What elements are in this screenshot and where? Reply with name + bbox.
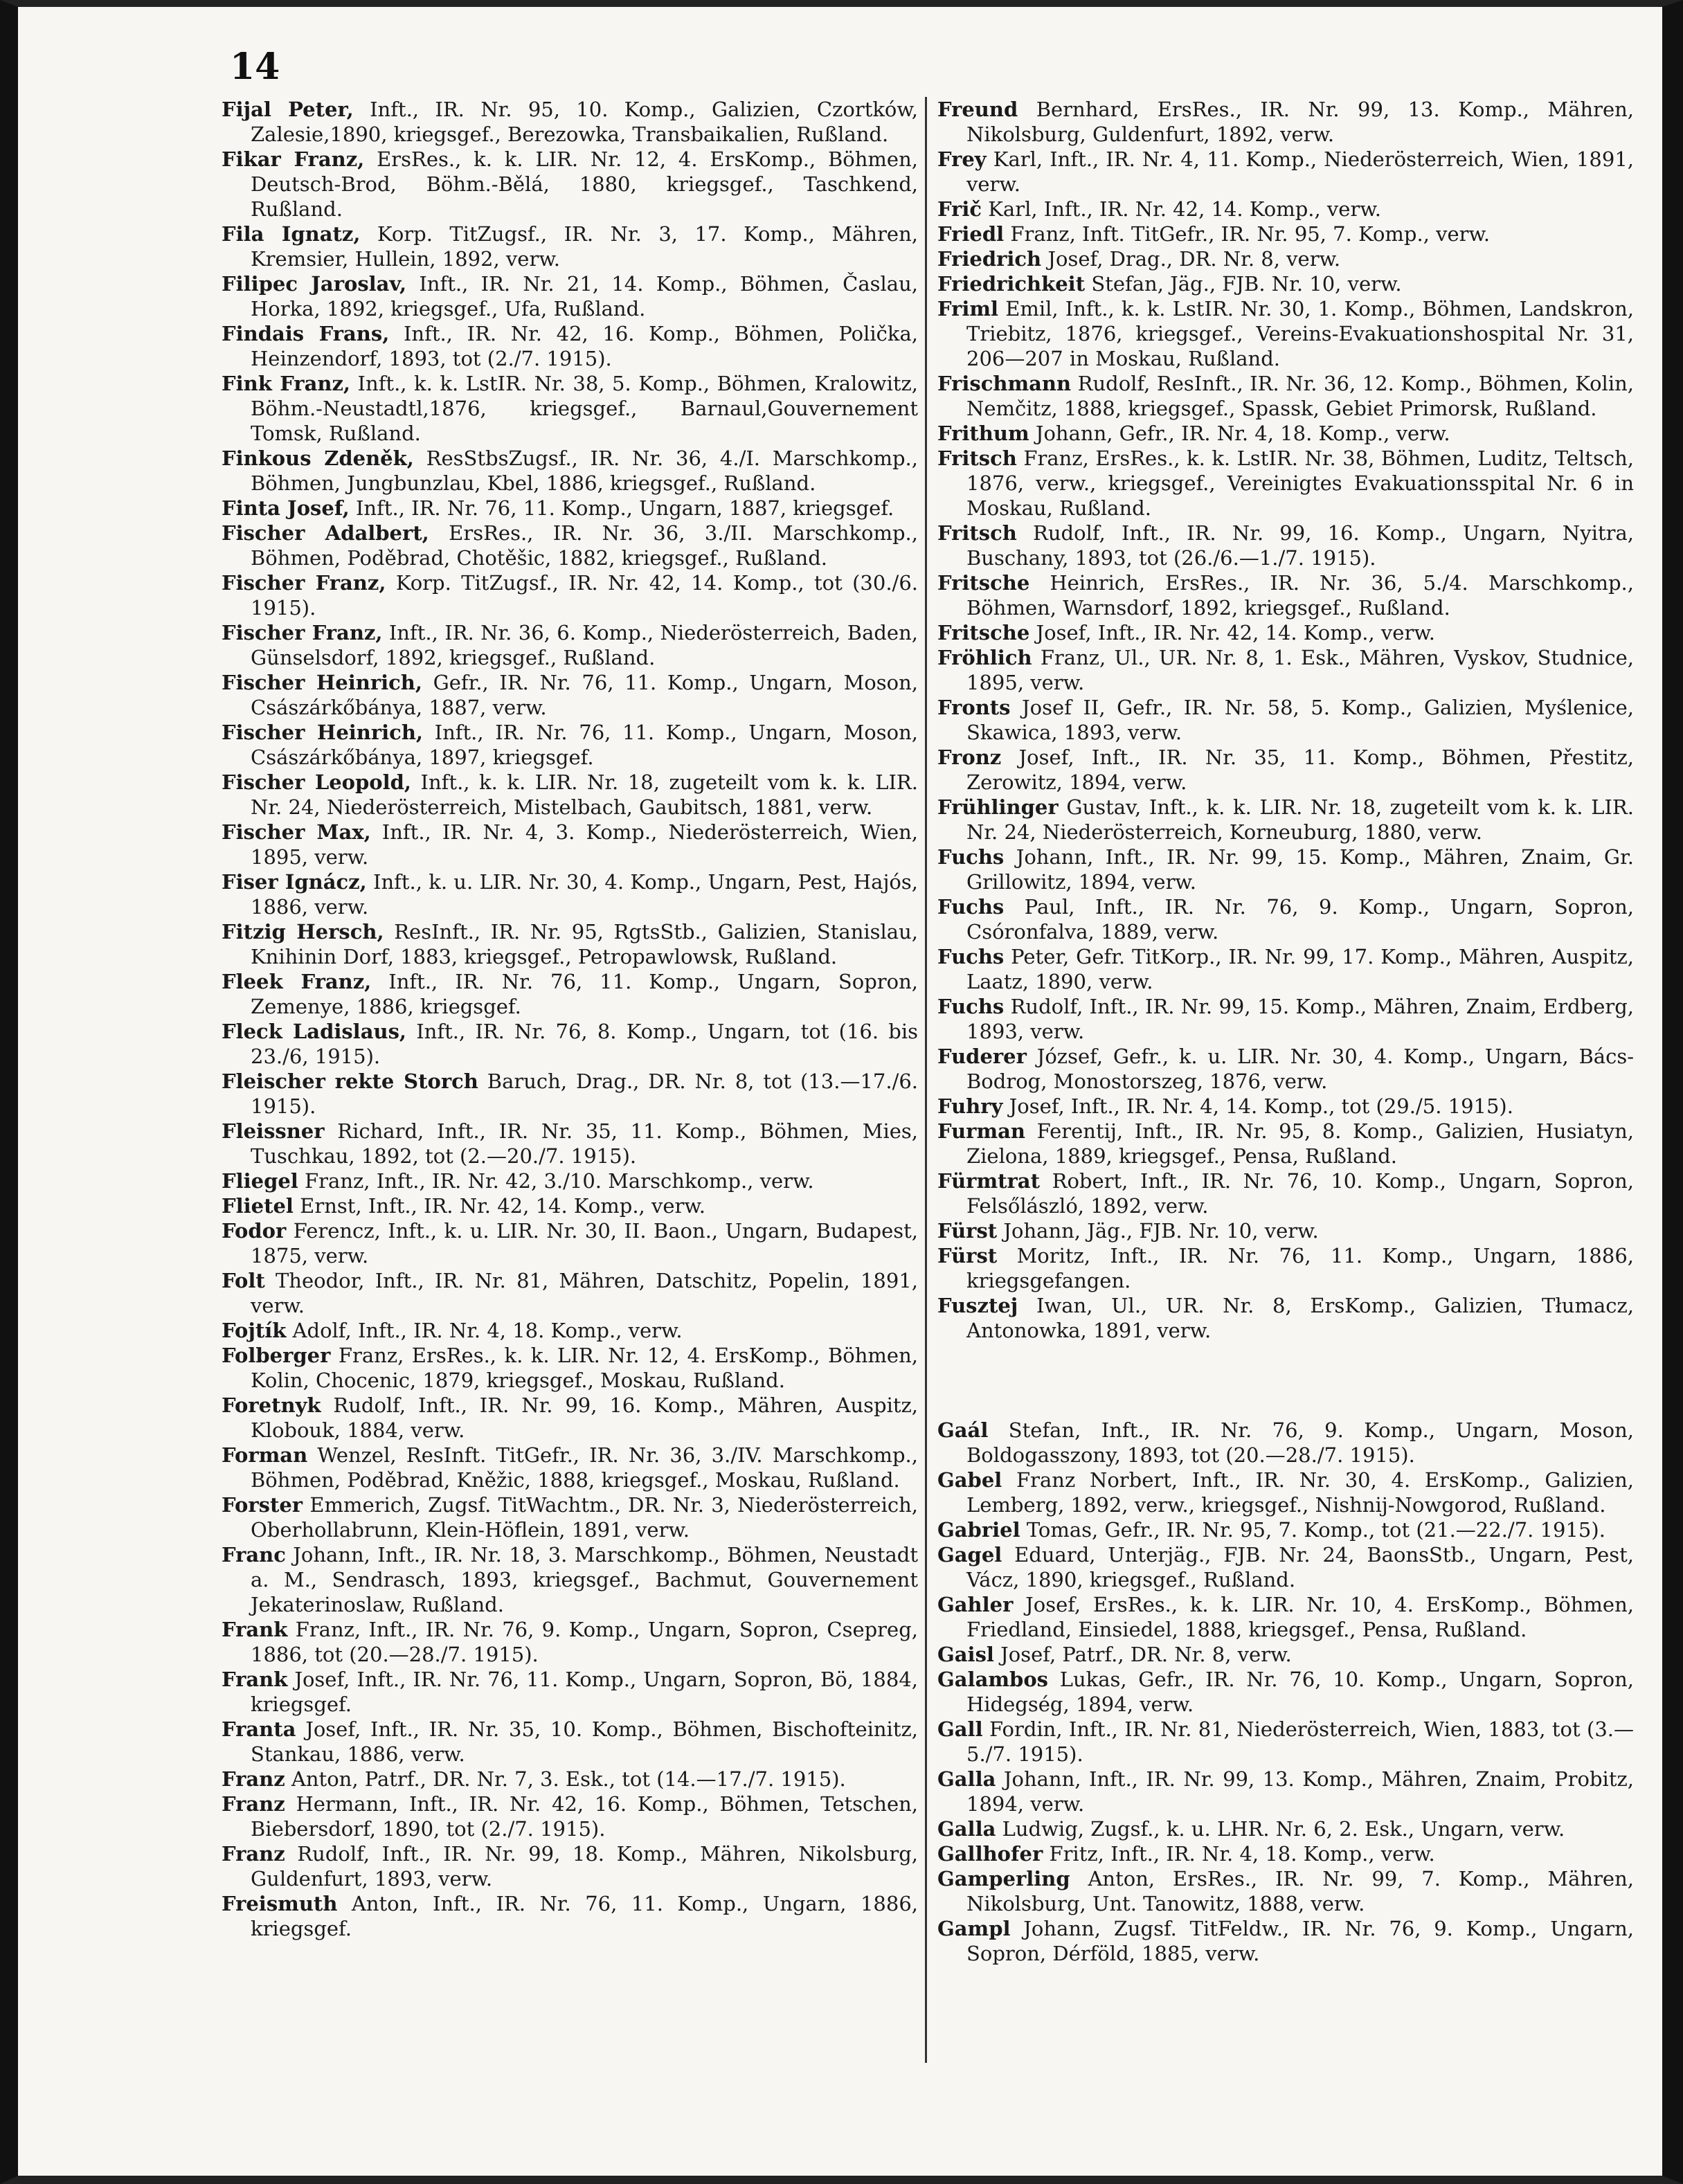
entry-name: Frank bbox=[222, 1618, 288, 1641]
entry-details: Josef, Inft., IR. Nr. 42, 14. Komp., verw. bbox=[1029, 621, 1435, 644]
entry-details: Josef, Inft., IR. Nr. 76, 11. Komp., Ungarn, Sopron, Bö, 1884, kriegsgef. bbox=[251, 1668, 918, 1716]
entry-name: Frank bbox=[222, 1668, 288, 1691]
entry-name: Franta bbox=[222, 1717, 296, 1741]
entry-details: Ludwig, Zugsf., k. u. LHR. Nr. 6, 2. Esk., Ungarn, verw. bbox=[996, 1817, 1565, 1841]
register-entry bbox=[222, 1268, 918, 1318]
entry-name: Fuderer bbox=[937, 1045, 1027, 1068]
register-entry bbox=[937, 1243, 1634, 1293]
register-entry bbox=[937, 1542, 1634, 1592]
entry-details: Josef, Patrf., DR. Nr. 8, verw. bbox=[993, 1643, 1292, 1666]
entry-name: Finta Josef, bbox=[222, 496, 350, 520]
entry-details: Josef, ErsRes., k. k. LIR. Nr. 10, 4. ErsKomp., Böhmen, Friedland, Einsiedel, 1888, kriegsgef., Pensa, Rußland. bbox=[966, 1593, 1634, 1641]
entry-name: Fleischer rekte Storch bbox=[222, 1070, 478, 1093]
register-entry bbox=[222, 820, 918, 869]
entry-name: Galla bbox=[937, 1767, 996, 1791]
entry-details: Josef, Inft., IR. Nr. 35, 11. Komp., Böhmen, Přestitz, Zerowitz, 1894, verw. bbox=[966, 746, 1634, 794]
entry-name: Fronz bbox=[937, 746, 1002, 769]
entry-name: Fürmtrat bbox=[937, 1169, 1040, 1193]
entry-details: Moritz, Inft., IR. Nr. 76, 11. Komp., Ungarn, 1886, kriegsgefangen. bbox=[966, 1244, 1634, 1292]
entry-name: Gamperling bbox=[937, 1867, 1070, 1890]
register-entry bbox=[222, 919, 918, 969]
right-column-f-entries bbox=[937, 97, 1634, 1343]
register-entry bbox=[222, 620, 918, 670]
entry-details: Rudolf, Inft., IR. Nr. 99, 16. Komp., Mähren, Auspitz, Klobouk, 1884, verw. bbox=[251, 1393, 918, 1442]
entry-name: Gallhofer bbox=[937, 1842, 1043, 1866]
register-entry bbox=[937, 147, 1634, 197]
register-entry bbox=[937, 371, 1634, 421]
register-entry bbox=[937, 1293, 1634, 1343]
entry-details: Inft., IR. Nr. 76, 11. Komp., Ungarn, Moson, Császárkőbánya, 1897, kriegsgef. bbox=[251, 721, 918, 769]
entry-name: Gaál bbox=[937, 1418, 989, 1442]
entry-details: ErsRes., k. k. LIR. Nr. 12, 4. ErsKomp., Böhmen, Deutsch-Brod, Böhm.-Bělá, 1880, kriegsgef., Taschkend, Rußland. bbox=[251, 147, 918, 221]
entry-details: Franz, Inft., IR. Nr. 42, 3./10. Marschkomp., verw. bbox=[298, 1169, 814, 1193]
entry-name: Galambos bbox=[937, 1668, 1048, 1691]
register-entry bbox=[222, 1119, 918, 1168]
entry-details: Inft., IR. Nr. 76, 11. Komp., Ungarn, Sopron, Zemenye, 1886, kriegsgef. bbox=[251, 970, 919, 1018]
entry-details: Inft., IR. Nr. 95, 10. Komp., Galizien, Czortków, Zalesie,1890, kriegsgef., Berezowka, Transbaikalien, Rußland. bbox=[251, 98, 918, 146]
register-entry bbox=[222, 1168, 918, 1193]
register-entry bbox=[937, 197, 1634, 222]
entry-name: Fischer Heinrich, bbox=[222, 671, 422, 694]
entry-details: Johann, Zugsf. TitFeldw., IR. Nr. 76, 9. Komp., Ungarn, Sopron, Dérföld, 1885, verw. bbox=[966, 1917, 1634, 1965]
entry-details: Stefan, Inft., IR. Nr. 76, 9. Komp., Ungarn, Moson, Boldogasszony, 1893, tot (20.—28./7. 1915). bbox=[966, 1418, 1634, 1467]
register-entry bbox=[222, 1318, 918, 1343]
entry-details: Iwan, Ul., UR. Nr. 8, ErsKomp., Galizien, Tłumacz, Antonowka, 1891, verw. bbox=[966, 1294, 1634, 1342]
register-entry bbox=[937, 944, 1634, 994]
entry-name: Fuchs bbox=[937, 895, 1005, 919]
entry-details: ErsRes., IR. Nr. 36, 3./II. Marschkomp., Böhmen, Poděbrad, Chotěšic, 1882, kriegsgef., Rußland. bbox=[251, 521, 918, 570]
register-entry bbox=[937, 246, 1634, 271]
entry-details: Josef II, Gefr., IR. Nr. 58, 5. Komp., Galizien, Myślenice, Skawica, 1893, verw. bbox=[966, 696, 1634, 744]
register-entry bbox=[937, 1866, 1634, 1916]
register-entry bbox=[937, 1168, 1634, 1218]
entry-name: Gabriel bbox=[937, 1518, 1020, 1542]
entry-name: Fink Franz, bbox=[222, 372, 351, 395]
entry-name: Fuchs bbox=[937, 995, 1005, 1018]
register-entry bbox=[937, 1592, 1634, 1642]
register-entry bbox=[937, 1841, 1634, 1866]
register-entry bbox=[222, 1218, 918, 1268]
entry-details: Emil, Inft., k. k. LstIR. Nr. 30, 1. Komp., Böhmen, Landskron, Triebitz, 1876, kriegsgef., Vereins-Evakuationshospital Nr. 31, 206—207 in Moskau, Rußland. bbox=[966, 297, 1634, 370]
entry-details: ResInft., IR. Nr. 95, RgtsStb., Galizien, Stanislau, Knihinin Dorf, 1883, kriegsgef., Petropawlowsk, Rußland. bbox=[251, 920, 918, 968]
register-entry bbox=[937, 1517, 1634, 1542]
entry-details: Rudolf, Inft., IR. Nr. 99, 15. Komp., Mähren, Znaim, Erdberg, 1893, verw. bbox=[966, 995, 1634, 1043]
entry-details: Johann, Inft., IR. Nr. 18, 3. Marschkomp., Böhmen, Neustadt a. M., Sendrasch, 1893, kriegsgef., Bachmut, Gouvernement Jekaterinoslaw, Rußland. bbox=[251, 1543, 918, 1616]
register-entry bbox=[222, 869, 918, 919]
entry-details: Franz, Inft. TitGefr., IR. Nr. 95, 7. Komp., verw. bbox=[1004, 222, 1491, 246]
register-entry bbox=[937, 1094, 1634, 1119]
entry-details: Paul, Inft., IR. Nr. 76, 9. Komp., Ungarn, Sopron, Csóronfalva, 1889, verw. bbox=[966, 895, 1634, 944]
register-entry bbox=[937, 421, 1634, 446]
register-entry bbox=[222, 446, 918, 496]
entry-details: Karl, Inft., IR. Nr. 42, 14. Komp., verw. bbox=[982, 197, 1381, 221]
entry-details: Bernhard, ErsRes., IR. Nr. 99, 13. Komp., Mähren, Nikolsburg, Guldenfurt, 1892, verw. bbox=[966, 98, 1634, 146]
entry-name: Fuchs bbox=[937, 945, 1005, 968]
entry-details: Anton, Inft., IR. Nr. 76, 11. Komp., Ungarn, 1886, kriegsgef. bbox=[251, 1892, 918, 1940]
register-entry bbox=[937, 1044, 1634, 1094]
entry-name: Fodor bbox=[222, 1219, 287, 1243]
register-entry bbox=[937, 271, 1634, 296]
entry-name: Fitzig Hersch, bbox=[222, 920, 384, 944]
entry-name: Forman bbox=[222, 1443, 308, 1467]
entry-details: Gefr., IR. Nr. 76, 11. Komp., Ungarn, Moson, Császárkőbánya, 1887, verw. bbox=[251, 671, 918, 719]
entry-name: Freismuth bbox=[222, 1892, 338, 1915]
entry-name: Fliegel bbox=[222, 1169, 298, 1193]
entry-name: Furman bbox=[937, 1119, 1026, 1143]
entry-name: Friml bbox=[937, 297, 999, 321]
entry-name: Fritsch bbox=[937, 446, 1017, 470]
register-entry bbox=[937, 570, 1634, 620]
register-entry bbox=[937, 1418, 1634, 1468]
entry-name: Gampl bbox=[937, 1917, 1011, 1940]
register-entry bbox=[222, 1069, 918, 1119]
register-entry bbox=[222, 222, 918, 271]
register-entry bbox=[222, 271, 918, 321]
register-entry bbox=[222, 1019, 918, 1069]
register-entry bbox=[937, 894, 1634, 944]
right-column-g-entries bbox=[937, 1418, 1634, 1966]
entry-details: Korp. TitZugsf., IR. Nr. 42, 14. Komp., tot (30./6. 1915). bbox=[251, 571, 918, 620]
entry-name: Fleek Franz, bbox=[222, 970, 372, 993]
entry-name: Forster bbox=[222, 1493, 303, 1517]
entry-name: Filipec Jaroslav, bbox=[222, 272, 407, 296]
entry-details: Eduard, Unterjäg., FJB. Nr. 24, BaonsStb., Ungarn, Pest, Vácz, 1890, kriegsgef., Rußland. bbox=[966, 1543, 1634, 1591]
entry-details: Inft., IR. Nr. 4, 3. Komp., Niederösterreich, Wien, 1895, verw. bbox=[251, 820, 919, 869]
entry-name: Frühlinger bbox=[937, 795, 1059, 819]
entry-details: Inft., k. k. LstIR. Nr. 38, 5. Komp., Böhmen, Kralowitz, Böhm.-Neustadtl,1876, kriegsgef., Barnaul,Gouvernement Tomsk, Rußland. bbox=[251, 372, 919, 445]
register-entry bbox=[222, 371, 918, 446]
entry-details: Anton, Patrf., DR. Nr. 7, 3. Esk., tot (14.—17./7. 1915). bbox=[285, 1767, 846, 1791]
register-entry bbox=[222, 321, 918, 371]
entry-details: Ernst, Inft., IR. Nr. 42, 14. Komp., verw. bbox=[293, 1194, 705, 1218]
entry-details: Franz, Inft., IR. Nr. 76, 9. Komp., Ungarn, Sopron, Csepreg, 1886, tot (20.—28./7. 1915). bbox=[251, 1618, 918, 1666]
right-column bbox=[937, 97, 1634, 1966]
entry-name: Fritsche bbox=[937, 621, 1030, 644]
entry-name: Fürst bbox=[937, 1219, 998, 1243]
register-entry bbox=[937, 695, 1634, 745]
entry-details: Theodor, Inft., IR. Nr. 81, Mähren, Datschitz, Popelin, 1891, verw. bbox=[251, 1269, 918, 1317]
entry-details: Robert, Inft., IR. Nr. 76, 10. Komp., Ungarn, Sopron, Felsőlászló, 1892, verw. bbox=[966, 1169, 1634, 1218]
entry-name: Frič bbox=[937, 197, 982, 221]
entry-details: Peter, Gefr. TitKorp., IR. Nr. 99, 17. Komp., Mähren, Auspitz, Laatz, 1890, verw. bbox=[966, 945, 1634, 993]
entry-name: Finkous Zdeněk, bbox=[222, 446, 414, 470]
register-entry bbox=[937, 1667, 1634, 1717]
entry-name: Foretnyk bbox=[222, 1393, 321, 1417]
register-entry bbox=[937, 1218, 1634, 1243]
entry-details: Inft., k. k. LIR. Nr. 18, zugeteilt vom k. k. LIR. Nr. 24, Niederösterreich, Mistelbach, Gaubitsch, 1881, verw. bbox=[251, 770, 918, 819]
entry-name: Fritsch bbox=[937, 521, 1017, 545]
register-entry bbox=[222, 1492, 918, 1542]
section-gap bbox=[937, 1343, 1634, 1418]
entry-name: Franc bbox=[222, 1543, 286, 1567]
entry-details: Fordin, Inft., IR. Nr. 81, Niederösterreich, Wien, 1883, tot (3.—5./7. 1915). bbox=[966, 1717, 1634, 1766]
entry-details: Wenzel, ResInft. TitGefr., IR. Nr. 36, 3./IV. Marschkomp., Böhmen, Poděbrad, Kněžic, 1888, kriegsgef., Moskau, Rußland. bbox=[251, 1443, 918, 1492]
entry-name: Fischer Franz, bbox=[222, 621, 383, 644]
entry-details: Inft., IR. Nr. 76, 11. Komp., Ungarn, 1887, kriegsgef. bbox=[349, 496, 894, 520]
entry-details: Stefan, Jäg., FJB. Nr. 10, verw. bbox=[1085, 272, 1402, 296]
entry-details: Inft., IR. Nr. 36, 6. Komp., Niederösterreich, Baden, Günselsdorf, 1892, kriegsgef., Rußland. bbox=[251, 621, 918, 669]
register-entry bbox=[937, 745, 1634, 795]
register-entry bbox=[937, 1119, 1634, 1168]
entry-name: Fuchs bbox=[937, 845, 1005, 869]
entry-name: Fritsche bbox=[937, 571, 1030, 595]
entry-name: Gahler bbox=[937, 1593, 1014, 1616]
register-entry bbox=[937, 446, 1634, 521]
entry-name: Franz bbox=[222, 1767, 285, 1791]
register-entry bbox=[222, 147, 918, 222]
register-entry bbox=[937, 1642, 1634, 1667]
entry-name: Folt bbox=[222, 1269, 265, 1292]
column-divider bbox=[925, 97, 927, 2063]
entry-details: Johann, Jäg., FJB. Nr. 10, verw. bbox=[997, 1219, 1319, 1243]
entry-details: Rudolf, ResInft., IR. Nr. 36, 12. Komp., Böhmen, Kolin, Nemčitz, 1888, kriegsgef., Spassk, Gebiet Primorsk, Rußland. bbox=[966, 372, 1634, 420]
register-entry bbox=[222, 521, 918, 570]
entry-name: Galla bbox=[937, 1817, 996, 1841]
register-entry bbox=[222, 1667, 918, 1717]
entry-name: Fiser Ignácz, bbox=[222, 870, 367, 894]
entry-name: Fischer Heinrich, bbox=[222, 721, 423, 744]
register-entry bbox=[222, 770, 918, 820]
register-entry bbox=[222, 969, 918, 1019]
register-entry bbox=[937, 296, 1634, 371]
entry-details: Lukas, Gefr., IR. Nr. 76, 10. Komp., Ungarn, Sopron, Hidegség, 1894, verw. bbox=[966, 1668, 1634, 1716]
register-entry bbox=[222, 496, 918, 521]
entry-details: Richard, Inft., IR. Nr. 35, 11. Komp., Böhmen, Mies, Tuschkau, 1892, tot (2.—20./7. 1915). bbox=[251, 1119, 918, 1168]
register-entry bbox=[222, 1841, 918, 1891]
entry-name: Fijal Peter, bbox=[222, 98, 354, 121]
register-entry bbox=[937, 1717, 1634, 1767]
register-entry bbox=[222, 1393, 918, 1443]
entry-name: Frithum bbox=[937, 422, 1029, 445]
entry-name: Fischer Adalbert, bbox=[222, 521, 429, 545]
entry-details: Josef, Drag., DR. Nr. 8, verw. bbox=[1041, 247, 1341, 271]
entry-name: Fürst bbox=[937, 1244, 998, 1267]
register-entry bbox=[937, 994, 1634, 1044]
register-entry bbox=[937, 620, 1634, 645]
entry-name: Fröhlich bbox=[937, 646, 1032, 669]
entry-details: Gustav, Inft., k. k. LIR. Nr. 18, zugeteilt vom k. k. LIR. Nr. 24, Niederösterreich, Korneuburg, 1880, verw. bbox=[966, 795, 1634, 844]
entry-details: Johann, Inft., IR. Nr. 99, 13. Komp., Mähren, Znaim, Probitz, 1894, verw. bbox=[966, 1767, 1634, 1816]
entry-details: Franz, ErsRes., k. k. LstIR. Nr. 38, Böhmen, Luditz, Teltsch, 1876, verw., kriegsgef., Vereinigtes Evakuationsspital Nr. 6 in Moskau, Rußland. bbox=[966, 446, 1634, 520]
entry-name: Franz bbox=[222, 1842, 285, 1866]
register-entry bbox=[222, 1891, 918, 1941]
entry-details: Adolf, Inft., IR. Nr. 4, 18. Komp., verw. bbox=[286, 1319, 683, 1342]
entry-name: Friedrich bbox=[937, 247, 1042, 271]
entry-details: Rudolf, Inft., IR. Nr. 99, 16. Komp., Ungarn, Nyitra, Buschany, 1893, tot (26./6.—1./7. 1915). bbox=[966, 521, 1634, 570]
entry-details: Inft., IR. Nr. 42, 16. Komp., Böhmen, Polička, Heinzendorf, 1893, tot (2./7. 1915). bbox=[251, 322, 918, 370]
entry-details: Johann, Gefr., IR. Nr. 4, 18. Komp., verw. bbox=[1029, 422, 1450, 445]
entry-details: Rudolf, Inft., IR. Nr. 99, 18. Komp., Mähren, Nikolsburg, Guldenfurt, 1893, verw. bbox=[251, 1842, 918, 1890]
entry-details: Inft., IR. Nr. 21, 14. Komp., Böhmen, Časlau, Horka, 1892, kriegsgef., Ufa, Rußland. bbox=[251, 272, 918, 321]
entry-details: Franz, Ul., UR. Nr. 8, 1. Esk., Mähren, Vyskov, Studnice, 1895, verw. bbox=[966, 646, 1634, 694]
entry-name: Friedl bbox=[937, 222, 1005, 246]
register-entry bbox=[222, 97, 918, 147]
page-number: 14 bbox=[230, 46, 280, 88]
entry-details: Josef, Inft., IR. Nr. 4, 14. Komp., tot (29./5. 1915). bbox=[1002, 1094, 1513, 1118]
register-entry bbox=[222, 1767, 918, 1792]
entry-details: Emmerich, Zugsf. TitWachtm., DR. Nr. 3, Niederösterreich, Oberhollabrunn, Klein-Höflein, 1891, verw. bbox=[251, 1493, 918, 1542]
entry-details: Josef, Inft., IR. Nr. 35, 10. Komp., Böhmen, Bischofteinitz, Stankau, 1886, verw. bbox=[251, 1717, 918, 1766]
register-entry bbox=[222, 670, 918, 720]
left-column bbox=[222, 97, 918, 1941]
register-entry bbox=[937, 795, 1634, 845]
entry-name: Fischer Franz, bbox=[222, 571, 386, 595]
register-entry bbox=[222, 1792, 918, 1841]
entry-details: Hermann, Inft., IR. Nr. 42, 16. Komp., Böhmen, Tetschen, Biebersdorf, 1890, tot (2./7. 1915). bbox=[251, 1792, 918, 1841]
entry-details: Baruch, Drag., DR. Nr. 8, tot (13.—17./6. 1915). bbox=[251, 1070, 919, 1118]
register-entry bbox=[937, 1767, 1634, 1816]
entry-details: Tomas, Gefr., IR. Nr. 95, 7. Komp., tot (21.—22./7. 1915). bbox=[1020, 1518, 1605, 1542]
entry-name: Fischer Max, bbox=[222, 820, 371, 844]
entry-name: Folberger bbox=[222, 1344, 331, 1367]
entry-name: Gall bbox=[937, 1717, 983, 1741]
entry-details: Johann, Inft., IR. Nr. 99, 15. Komp., Mähren, Znaim, Gr. Grillowitz, 1894, verw. bbox=[966, 845, 1634, 894]
register-entry bbox=[222, 720, 918, 770]
entry-name: Gagel bbox=[937, 1543, 1002, 1567]
entry-details: Inft., IR. Nr. 76, 8. Komp., Ungarn, tot (16. bis 23./6, 1915). bbox=[251, 1020, 918, 1068]
entry-details: József, Gefr., k. u. LIR. Nr. 30, 4. Komp., Ungarn, Bács-Bodrog, Monostorszeg, 1876, verw. bbox=[966, 1045, 1634, 1093]
entry-details: Franz Norbert, Inft., IR. Nr. 30, 4. ErsKomp., Galizien, Lemberg, 1892, verw., kriegsgef., Nishnij-Nowgorod, Rußland. bbox=[966, 1468, 1634, 1517]
register-entry bbox=[222, 1542, 918, 1617]
register-entry bbox=[937, 845, 1634, 894]
entry-name: Friedrichkeit bbox=[937, 272, 1086, 296]
register-entry bbox=[937, 1916, 1634, 1966]
entry-details: Heinrich, ErsRes., IR. Nr. 36, 5./4. Marschkomp., Böhmen, Warnsdorf, 1892, kriegsgef., Rußland. bbox=[966, 571, 1634, 620]
entry-name: Fuhry bbox=[937, 1094, 1003, 1118]
register-entry bbox=[937, 645, 1634, 695]
register-entry bbox=[222, 570, 918, 620]
entry-name: Fojtík bbox=[222, 1319, 287, 1342]
entry-details: Korp. TitZugsf., IR. Nr. 3, 17. Komp., Mähren, Kremsier, Hullein, 1892, verw. bbox=[251, 222, 918, 271]
entry-name: Franz bbox=[222, 1792, 285, 1816]
entry-name: Fleck Ladislaus, bbox=[222, 1020, 406, 1043]
register-entry bbox=[937, 1468, 1634, 1517]
entry-name: Frischmann bbox=[937, 372, 1072, 395]
entry-name: Fleissner bbox=[222, 1119, 325, 1143]
register-entry bbox=[222, 1343, 918, 1393]
register-entry bbox=[937, 222, 1634, 246]
register-entry bbox=[222, 1443, 918, 1492]
register-entry bbox=[937, 1816, 1634, 1841]
entry-details: Franz, ErsRes., k. k. LIR. Nr. 12, 4. ErsKomp., Böhmen, Kolin, Chocenic, 1879, kriegsgef., Moskau, Rußland. bbox=[251, 1344, 918, 1392]
entry-details: Anton, ErsRes., IR. Nr. 99, 7. Komp., Mähren, Nikolsburg, Unt. Tanowitz, 1888, verw. bbox=[966, 1867, 1634, 1915]
register-entry bbox=[222, 1717, 918, 1767]
entry-name: Fischer Leopold, bbox=[222, 770, 412, 794]
entry-name: Fila Ignatz, bbox=[222, 222, 361, 246]
entry-name: Fikar Franz, bbox=[222, 147, 365, 171]
register-entry bbox=[222, 1617, 918, 1667]
entry-details: Ferencz, Inft., k. u. LIR. Nr. 30, II. Baon., Ungarn, Budapest, 1875, verw. bbox=[251, 1219, 918, 1267]
entry-details: Fritz, Inft., IR. Nr. 4, 18. Komp., verw. bbox=[1043, 1842, 1435, 1866]
entry-name: Frey bbox=[937, 147, 987, 171]
entry-details: Ferentij, Inft., IR. Nr. 95, 8. Komp., Galizien, Husiatyn, Zielona, 1889, kriegsgef., Pensa, Rußland. bbox=[966, 1119, 1634, 1168]
entry-name: Gaisl bbox=[937, 1643, 994, 1666]
entry-details: ResStbsZugsf., IR. Nr. 36, 4./I. Marschkomp., Böhmen, Jungbunzlau, Kbel, 1886, kriegsgef., Rußland. bbox=[251, 446, 918, 495]
entry-name: Freund bbox=[937, 98, 1018, 121]
entry-name: Findais Frans, bbox=[222, 322, 390, 345]
entry-name: Fusztej bbox=[937, 1294, 1018, 1317]
register-entry bbox=[937, 97, 1634, 147]
register-entry bbox=[937, 521, 1634, 570]
entry-name: Fronts bbox=[937, 696, 1011, 719]
entry-name: Flietel bbox=[222, 1194, 294, 1218]
entry-details: Inft., k. u. LIR. Nr. 30, 4. Komp., Ungarn, Pest, Hajós, 1886, verw. bbox=[251, 870, 918, 919]
entry-details: Karl, Inft., IR. Nr. 4, 11. Komp., Niederösterreich, Wien, 1891, verw. bbox=[966, 147, 1634, 196]
entry-name: Gabel bbox=[937, 1468, 1002, 1492]
register-entry bbox=[222, 1193, 918, 1218]
